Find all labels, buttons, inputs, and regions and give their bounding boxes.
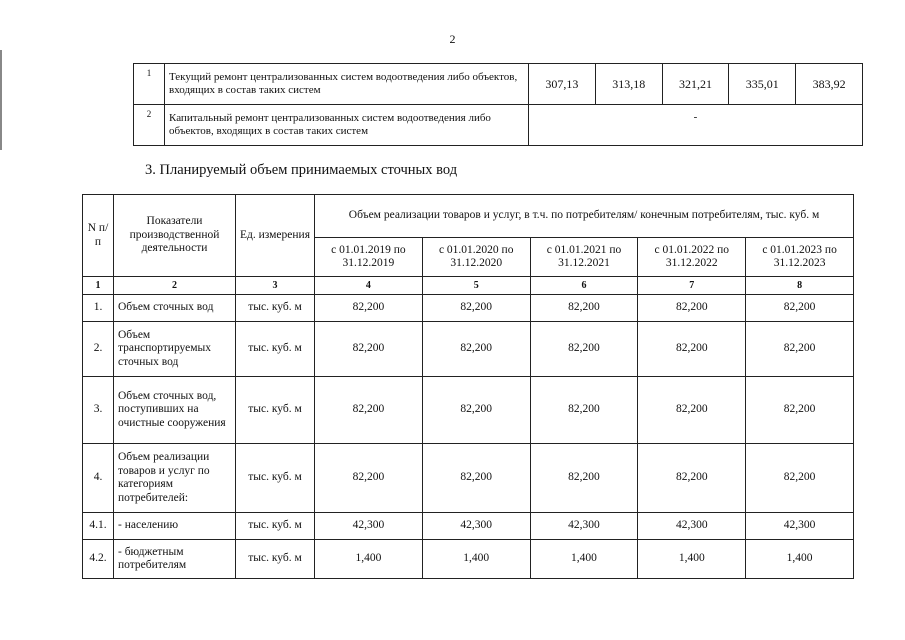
header-indicator: Показатели производственной деятельности	[114, 195, 236, 277]
value-cell: 82,200	[638, 322, 746, 377]
value-cell: 82,200	[746, 322, 854, 377]
wastewater-volume-table	[82, 194, 854, 579]
header-num: N п/п	[83, 195, 114, 277]
value-cell: 82,200	[746, 377, 854, 444]
row-description: Текущий ремонт централизованных систем водоотведения либо объектов, входящих в состав таких систем	[165, 64, 529, 105]
header-row	[83, 195, 854, 238]
row-indicator: Объем сточных вод, поступивших на очистные сооружения	[114, 377, 236, 444]
value-cell: 42,300	[530, 513, 638, 540]
column-index: 8	[746, 277, 854, 295]
value-cell: 1,400	[530, 540, 638, 579]
column-index: 4	[315, 277, 423, 295]
row-description: Капитальный ремонт централизованных систем водоотведения либо объектов, входящих в состав таких систем	[165, 105, 529, 146]
table-row	[83, 295, 854, 322]
value-cell: 82,200	[315, 322, 423, 377]
value-cell: 82,200	[530, 444, 638, 513]
section-title: 3. Планируемый объем принимаемых сточных вод	[145, 162, 458, 178]
table-row	[134, 105, 863, 146]
row-number: 4.1.	[83, 513, 114, 540]
value-cell: 82,200	[638, 377, 746, 444]
value-cell: 42,300	[638, 513, 746, 540]
column-index: 6	[530, 277, 638, 295]
page-number: 2	[449, 32, 456, 46]
row-unit: тыс. куб. м	[236, 540, 315, 579]
column-index: 3	[236, 277, 315, 295]
value-cell: 82,200	[746, 295, 854, 322]
table-row	[83, 540, 854, 579]
table-row	[134, 64, 863, 105]
column-index: 1	[83, 277, 114, 295]
table-row	[83, 377, 854, 444]
value-cell: 82,200	[422, 377, 530, 444]
value-cell: 82,200	[746, 444, 854, 513]
value-cell: 82,200	[315, 444, 423, 513]
row-unit: тыс. куб. м	[236, 295, 315, 322]
row-number: 2.	[83, 322, 114, 377]
header-period: с 01.01.2020 по 31.12.2020	[422, 238, 530, 277]
row-number: 1.	[83, 295, 114, 322]
row-indicator: Объем транспортируемых сточных вод	[114, 322, 236, 377]
row-unit: тыс. куб. м	[236, 513, 315, 540]
row-number: 4.	[83, 444, 114, 513]
column-index: 2	[114, 277, 236, 295]
value-cell: 383,92	[796, 64, 863, 105]
header-period: с 01.01.2019 по 31.12.2019	[315, 238, 423, 277]
value-cell: 82,200	[315, 295, 423, 322]
row-number: 2	[134, 105, 165, 146]
row-indicator: Объем сточных вод	[114, 295, 236, 322]
row-indicator: Объем реализации товаров и услуг по категориям потребителей:	[114, 444, 236, 513]
row-unit: тыс. куб. м	[236, 377, 315, 444]
column-index: 5	[422, 277, 530, 295]
repair-costs-table	[133, 63, 863, 146]
header-period: с 01.01.2023 по 31.12.2023	[746, 238, 854, 277]
value-cell: 321,21	[662, 64, 729, 105]
header-period: с 01.01.2021 по 31.12.2021	[530, 238, 638, 277]
value-cell: 82,200	[530, 377, 638, 444]
value-cell: 313,18	[595, 64, 662, 105]
table-row	[83, 322, 854, 377]
value-cell: 82,200	[530, 295, 638, 322]
row-unit: тыс. куб. м	[236, 444, 315, 513]
value-cell: 307,13	[529, 64, 596, 105]
column-index: 7	[638, 277, 746, 295]
row-indicator: - бюджетным потребителям	[114, 540, 236, 579]
value-cell: 42,300	[422, 513, 530, 540]
value-cell: 82,200	[422, 295, 530, 322]
value-cell: 42,300	[746, 513, 854, 540]
value-cell: 82,200	[638, 295, 746, 322]
value-cell: 1,400	[422, 540, 530, 579]
header-period: с 01.01.2022 по 31.12.2022	[638, 238, 746, 277]
header-unit: Ед. измерения	[236, 195, 315, 277]
value-cell: 82,200	[422, 322, 530, 377]
value-cell: 1,400	[746, 540, 854, 579]
row-unit: тыс. куб. м	[236, 322, 315, 377]
value-cell: 1,400	[638, 540, 746, 579]
value-cell: 82,200	[315, 377, 423, 444]
row-number: 3.	[83, 377, 114, 444]
table-row	[83, 513, 854, 540]
value-cell: 42,300	[315, 513, 423, 540]
value-cell: 82,200	[638, 444, 746, 513]
table-row	[83, 444, 854, 513]
value-cell: 82,200	[530, 322, 638, 377]
row-number: 4.2.	[83, 540, 114, 579]
scan-edge-mark	[0, 50, 2, 150]
column-index-row	[83, 277, 854, 295]
value-cell: 82,200	[422, 444, 530, 513]
header-volume-group: Объем реализации товаров и услуг, в т.ч. по потребителям/ конечным потребителям, тыс. куб. м	[315, 195, 854, 238]
value-cell: 1,400	[315, 540, 423, 579]
row-number: 1	[134, 64, 165, 105]
merged-value-cell: -	[529, 105, 863, 146]
value-cell: 335,01	[729, 64, 796, 105]
row-indicator: - населению	[114, 513, 236, 540]
